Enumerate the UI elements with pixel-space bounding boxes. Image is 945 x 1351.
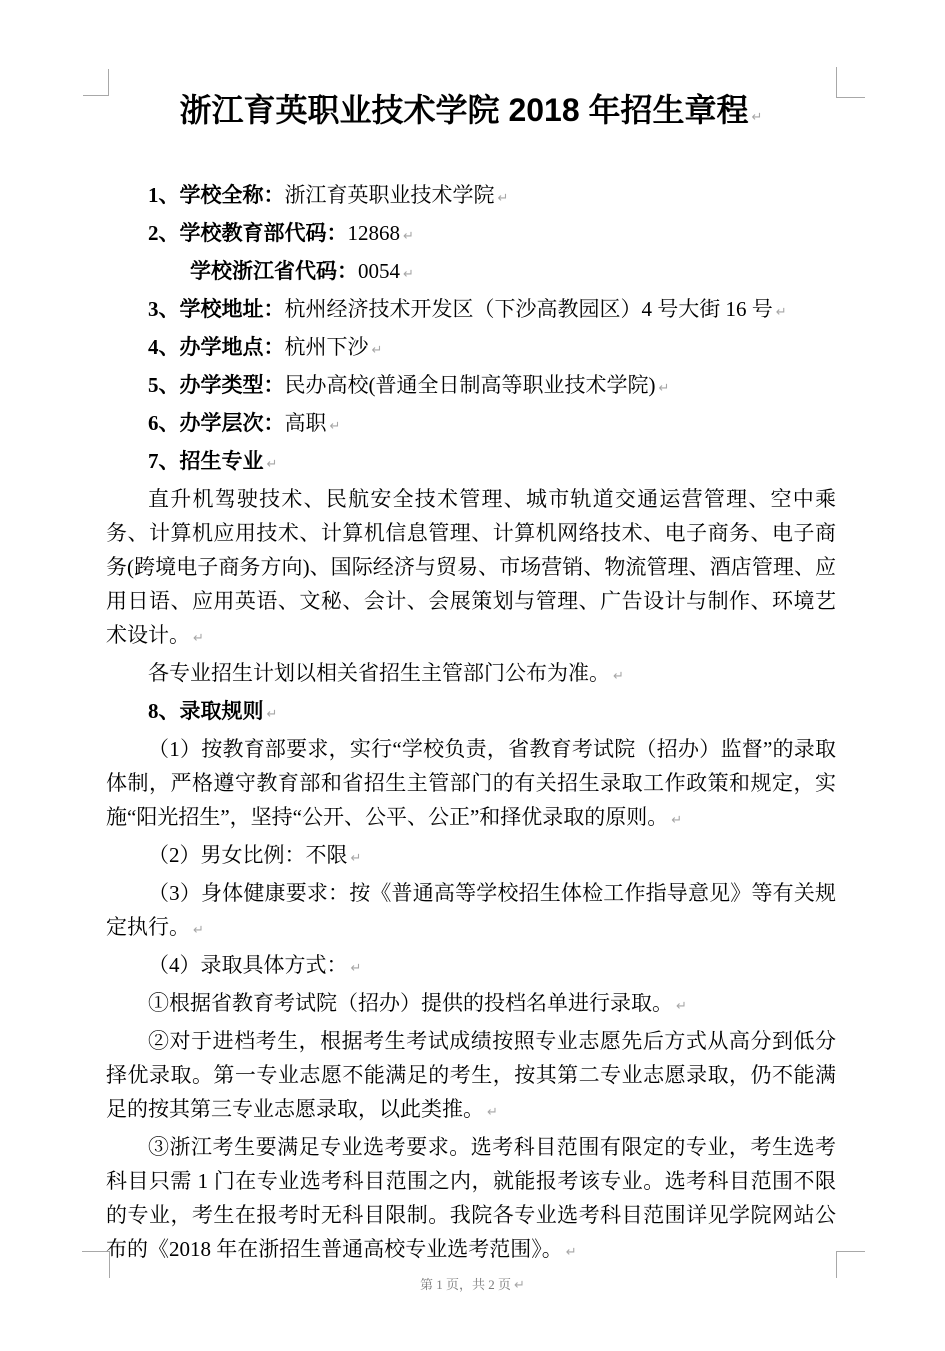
- paragraph-text: （2）男女比例：不限: [148, 843, 348, 867]
- paragraph-text: （1）按教育部要求，实行“学校负责，省教育考试院（招办）监督”的录取体制，严格遵守教育部和省招生主管部门的有关招生录取工作政策和规定，实施“阳光招生”，坚持“公开、公平、公正”和择优录取的原则。: [106, 737, 836, 829]
- document-title: [106, 88, 836, 140]
- paragraph-rule-2: [106, 838, 836, 876]
- paragraph-return-mark: ↵: [658, 381, 670, 396]
- item-value: 0054: [358, 259, 400, 283]
- item-moe-code: [106, 216, 836, 254]
- document-body: [106, 88, 836, 1270]
- item-institution-type: [106, 368, 836, 406]
- paragraph-return-mark: ↵: [514, 1278, 525, 1293]
- paragraph-return-mark: ↵: [403, 229, 414, 244]
- paragraph-return-mark: ↵: [497, 191, 509, 206]
- item-label: 3、学校地址：: [148, 297, 285, 321]
- paragraph-text: ②对于进档考生，根据考生考试成绩按照专业志愿先后方式从高分到低分择优录取。第一专业志愿不能满足的考生，按其第二专业志愿录取，仍不能满足的按其第三专业志愿录取，以此类推。: [106, 1029, 836, 1121]
- item-label: 学校浙江省代码：: [190, 259, 358, 283]
- item-value: 高职: [284, 411, 327, 435]
- item-education-level: [106, 406, 836, 444]
- paragraph-text: ③浙江考生要满足专业选考要求。选考科目范围有限定的专业，考生选考科目只需 1 门在专业选考科目范围之内，就能报考该专业。选考科目范围不限的专业，考生在报考时无科目限制。我院各专业选考科目范围详见学院网站公布的《2018 年在浙招生普通高校专业选考范围》。: [106, 1135, 836, 1261]
- paragraph-text: ①根据省教育考试院（招办）提供的投档名单进行录取。: [148, 991, 673, 1015]
- margin-crop-mark-bottom-right: [836, 1251, 865, 1278]
- paragraph-text: （3）身体健康要求：按《普通高等学校招生体检工作指导意见》等有关规定执行。: [106, 881, 836, 939]
- page-number-indicator: 第 1 页，共 2 页: [420, 1277, 512, 1292]
- paragraph-return-mark: ↵: [565, 1245, 577, 1260]
- document-title-text: 浙江育英职业技术学院 2018 年招生章程: [179, 92, 749, 128]
- item-school-address: [106, 292, 836, 330]
- paragraph-method-1: [106, 986, 836, 1024]
- item-value: 浙江育英职业技术学院: [284, 183, 495, 207]
- page-footer: [0, 1276, 945, 1295]
- item-label: 1、学校全称：: [148, 183, 285, 207]
- item-school-full-name: [106, 178, 836, 216]
- paragraph-return-mark: ↵: [193, 631, 204, 646]
- paragraph-return-mark: ↵: [751, 110, 763, 125]
- paragraph-return-mark: ↵: [671, 813, 683, 828]
- paragraph-majors-list: [106, 482, 836, 656]
- paragraph-return-mark: ↵: [266, 707, 278, 722]
- paragraph-return-mark: ↵: [403, 267, 414, 282]
- paragraph-return-mark: ↵: [350, 961, 362, 976]
- item-value: 12868: [347, 221, 400, 245]
- paragraph-rule-1: [106, 732, 836, 838]
- item-label: 2、学校教育部代码：: [148, 221, 348, 245]
- paragraph-return-mark: ↵: [266, 457, 278, 472]
- paragraph-method-2: [106, 1024, 836, 1130]
- item-label: 5、办学类型：: [148, 373, 285, 397]
- item-value: 民办高校(普通全日制高等职业技术学院): [284, 373, 656, 397]
- paragraph-return-mark: ↵: [487, 1105, 498, 1120]
- paragraph-text: 各专业招生计划以相关省招生主管部门公布为准。: [148, 661, 610, 685]
- item-enrollment-majors-heading: [106, 444, 836, 482]
- paragraph-plan-note: [106, 656, 836, 694]
- paragraph-return-mark: ↵: [193, 923, 204, 938]
- paragraph-rule-4: [106, 948, 836, 986]
- paragraph-text: （4）录取具体方式：: [148, 953, 348, 977]
- heading-text: 8、录取规则: [148, 699, 264, 723]
- paragraph-return-mark: ↵: [329, 419, 341, 434]
- paragraph-return-mark: ↵: [775, 305, 787, 320]
- item-label: 7、招生专业: [148, 449, 264, 473]
- paragraph-return-mark: ↵: [350, 851, 362, 866]
- item-campus-location: [106, 330, 836, 368]
- paragraph-rule-3: [106, 876, 836, 948]
- section-admission-rules-heading: [106, 694, 836, 732]
- item-zhejiang-code: [106, 254, 836, 292]
- item-label: 4、办学地点：: [148, 335, 285, 359]
- paragraph-method-3: [106, 1130, 836, 1270]
- paragraph-return-mark: ↵: [676, 999, 687, 1014]
- paragraph-return-mark: ↵: [613, 669, 624, 684]
- item-value: 杭州经济技术开发区（下沙高教园区）4 号大街 16 号: [284, 297, 773, 321]
- paragraph-text: 直升机驾驶技术、民航安全技术管理、城市轨道交通运营管理、空中乘务、计算机应用技术、计算机信息管理、计算机网络技术、电子商务、电子商务(跨境电子商务方向)、国际经济与贸易、市场营销、物流管理、酒店管理、应用日语、应用英语、文秘、会计、会展策划与管理、广告设计与制作、环境艺术设计。: [106, 487, 836, 647]
- paragraph-return-mark: ↵: [371, 343, 383, 358]
- margin-crop-mark-top-right: [836, 67, 865, 98]
- item-label: 6、办学层次：: [148, 411, 285, 435]
- item-value: 杭州下沙: [284, 335, 369, 359]
